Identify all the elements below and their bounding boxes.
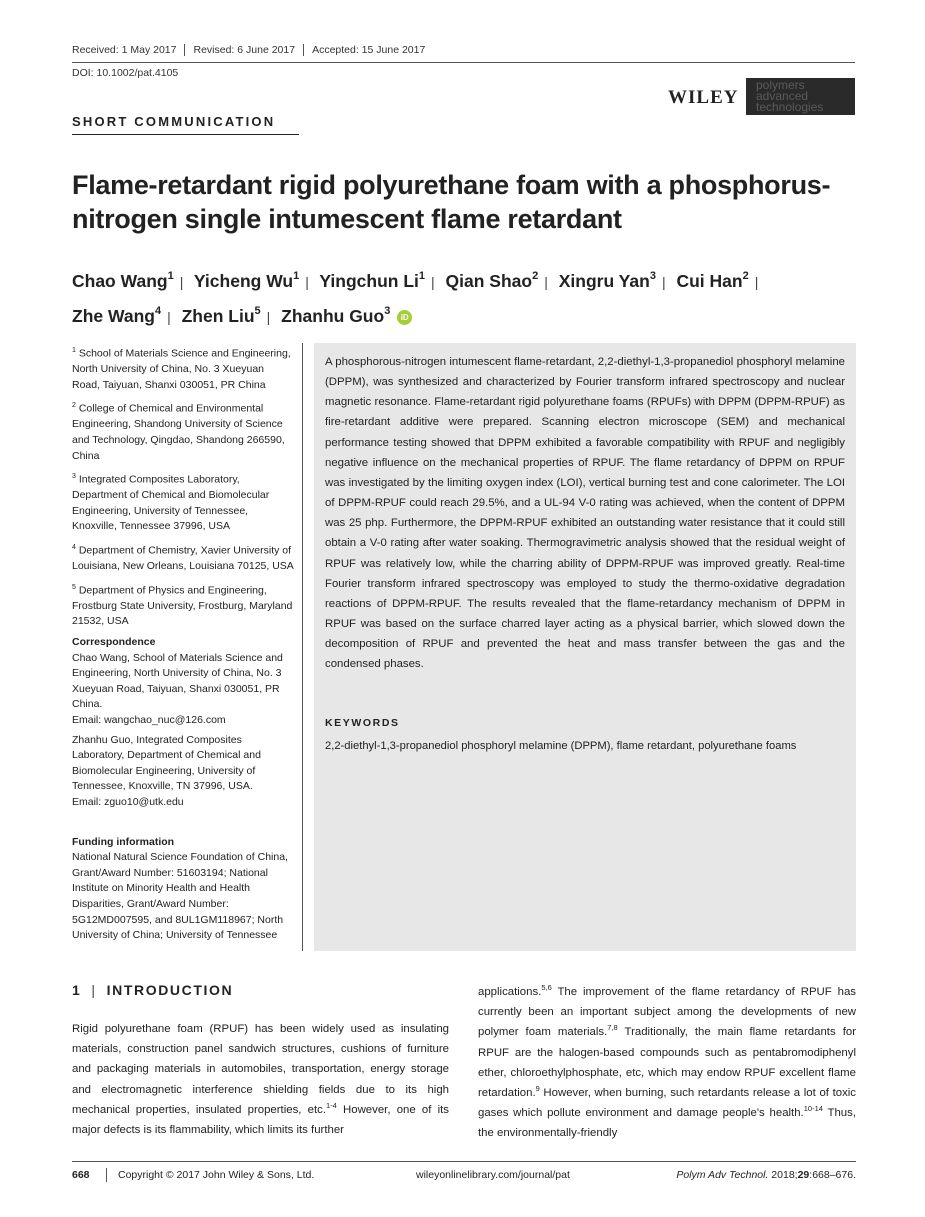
accepted-date: Accepted: 15 June 2017: [312, 44, 426, 56]
publisher-logo: WILEY: [668, 87, 739, 108]
funding-label: Funding information: [72, 835, 175, 848]
article-dates: [72, 44, 433, 56]
author[interactable]: Cui Han$^2$: [676, 270, 749, 291]
author[interactable]: Zhanhu Guo$^3$: [281, 304, 391, 326]
correspondence-entry: Chao Wang, School of Materials Science and Engineering, North University of China, No. 3 Xueyuan Road, Taiyuan, Shanxi 030051, PR China.: [72, 651, 283, 711]
article-title: Flame-retardant rigid polyurethane foam with a phosphorus-nitrogen single intumescent flame retardant: [72, 170, 831, 234]
journal-logo-line: technologies: [756, 100, 824, 114]
section-number: 1: [72, 982, 82, 998]
affiliation: $^5$ Department of Physics and Engineering, Frostburg State University, Frostburg, Maryland 21532, USA: [72, 583, 293, 628]
keywords-heading: KEYWORDS: [325, 717, 400, 729]
affiliation: $^1$ School of Materials Science and Engineering, North University of China, No. 3 Xueyuan Road, Taiyuan, Shanxi 030051, PR China: [72, 347, 291, 391]
funding-text: National Natural Science Foundation of China, Grant/Award Number: 51603194; National Institute on Minority Health and Health Disparities, Grant/Award Number: 5G12MD007595, and 8UL1GM118967; North University of China; University of Tennessee: [72, 851, 288, 942]
affiliation: $^4$ Department of Chemistry, Xavier University of Louisiana, New Orleans, Louisiana 70125, USA: [72, 544, 294, 573]
column-divider: [302, 343, 303, 951]
author[interactable]: Zhen Liu$^5$: [181, 304, 261, 326]
article-type-underline: [72, 134, 299, 135]
section-title: INTRODUCTION: [106, 982, 234, 998]
author[interactable]: Xingru Yan$^3$: [558, 270, 656, 291]
body-paragraph: applications.$^{5,6}$ The improvement of the flame retardancy of RPUF has currently been an important subject among the developments of new polymer foam materials.$^{7,8}$ Traditionally, the main flame retardants for RPUF are the halogen-based compounds such as pentabromodiphenyl ether, chloroethylphosphate, etc, which may endow RPUF excellent flame retardation.$^9$ However, when burning, such retardants release a lot of toxic gases which pollute environment and damage people's health.$^{10-14}$ Thus, the environmentally-friendly: [478, 983, 856, 1140]
copyright: Copyright © 2017 John Wiley & Sons, Ltd.: [118, 1169, 315, 1181]
correspondence-email[interactable]: Email: wangchao_nuc@126.com: [72, 713, 226, 726]
revised-date: Revised: 6 June 2017: [193, 44, 304, 56]
orcid-icon[interactable]: iD: [397, 310, 412, 325]
journal-logo-line: polymers: [756, 78, 805, 92]
author[interactable]: Qian Shao$^2$: [445, 270, 539, 291]
author-list: Chao Wang$^1$ | Yicheng Wu$^1$ | Yingchun Li$^1$ | Qian Shao$^2$ | Xingru Yan$^3$ | Cui Han$^2$ | Zhe Wang$^4$ | Zhen Liu$^5$ | Zhanhu Guo$^3$ iD: [72, 270, 759, 326]
footer-separator: [106, 1168, 107, 1182]
correspondence-label: Correspondence: [72, 636, 156, 648]
citation-ref[interactable]: 10-14: [803, 1104, 823, 1114]
header-divider: [72, 62, 855, 63]
doi[interactable]: DOI: 10.1002/pat.4105: [72, 67, 179, 79]
author[interactable]: Yicheng Wu$^1$: [193, 270, 300, 291]
received-date: Received: 1 May 2017: [72, 44, 185, 56]
correspondence-email[interactable]: Email: zguo10@utk.edu: [72, 795, 184, 808]
author[interactable]: Chao Wang$^1$: [72, 270, 174, 291]
section-heading: 1 | INTRODUCTION: [72, 982, 234, 998]
correspondence-entry: Zhanhu Guo, Integrated Composites Laboratory, Department of Chemical and Biomolecular Engineering, University of Tennessee, Knoxville, TN 37996, USA.: [72, 733, 261, 793]
citation: Polym Adv Technol. 2018;29:668–676.: [676, 1169, 856, 1181]
journal-url[interactable]: wileyonlinelibrary.com/journal/pat: [416, 1169, 570, 1181]
abstract: A phosphorous-nitrogen intumescent flame-retardant, 2,2-diethyl-1,3-propanediol phosphoryl melamine (DPPM), was synthesized and characterized by Fourier transform infrared spectroscopy and nuclear magnetic resonance. Flame-retardant rigid polyurethane foams (RPUFs) with DPPM (DPPM-RPUF) as fire-retardant additive were prepared. Scanning electron microscope (SEM) and mechanical performance testing showed that DPPM exhibited a favorable compatibility with RPUF and negligibly negative influence on the mechanical properties of RPUF. The flame retardancy of DPPM on RPUF was investigated by the limiting oxygen index (LOI), vertical burning test and cone calorimeter. The LOI of DPPM-RPUF could reach 29.5%, and a UL-94 V-0 rating was achieved, when the content of DPPM was 25 php. Furthermore, the DPPM-RPUF exhibited an outstanding water resistance that it could still obtain a V-0 rating after water soaking. Thermogravimetric analysis showed that the residual weight of RPUF was relatively low, while the charring ability of DPPM-RPUF was improved greatly. Real-time Fourier transform infrared spectroscopy was employed to study the thermo-oxidative degradation reactions of DPPM-RPUF. The results revealed that the flame-retardancy mechanism of DPPM in RPUF was based on the surface charred layer acting as a physical barrier, which slowed down the decomposition of RPUF and prevented the heat and mass transfer between the gas and the condensed phases.: [325, 356, 845, 671]
page-number: 668: [72, 1169, 90, 1181]
affiliation: $^3$ Integrated Composites Laboratory, Department of Chemical and Biomolecular Engineering, University of Tennessee, Knoxville, Tennessee 37996, USA: [72, 473, 270, 533]
citation-ref[interactable]: 5,6: [541, 983, 552, 993]
citation-ref[interactable]: 1-4: [325, 1101, 337, 1111]
journal-logo: [746, 78, 855, 115]
affiliation: $^2$ College of Chemical and Environmental Engineering, Shandong University of Science and Technology, Qingdao, Shandong 266590, China: [72, 402, 285, 462]
body-paragraph: Rigid polyurethane foam (RPUF) has been widely used as insulating materials, construction panel sandwich structures, cushions of furniture and packaging materials in automobiles, transportation, energy storage and electromagnetic interference shielding fields due to its high mechanical properties, insulated properties, etc.$^{1-4}$ However, one of its major defects is its flammability, which limits its further: [72, 1023, 449, 1137]
article-type: SHORT COMMUNICATION: [72, 114, 276, 129]
journal-logo-line: advanced: [756, 89, 809, 103]
citation-ref[interactable]: 7,8: [607, 1023, 618, 1033]
author[interactable]: Zhe Wang$^4$: [72, 304, 162, 326]
citation-ref[interactable]: 9: [535, 1084, 540, 1094]
keywords: 2,2-diethyl-1,3-propanediol phosphoryl melamine (DPPM), flame retardant, polyurethane foams: [325, 740, 797, 752]
affiliations-column: [72, 343, 294, 944]
footer-divider: [72, 1161, 856, 1162]
author[interactable]: Yingchun Li$^1$: [319, 270, 426, 291]
